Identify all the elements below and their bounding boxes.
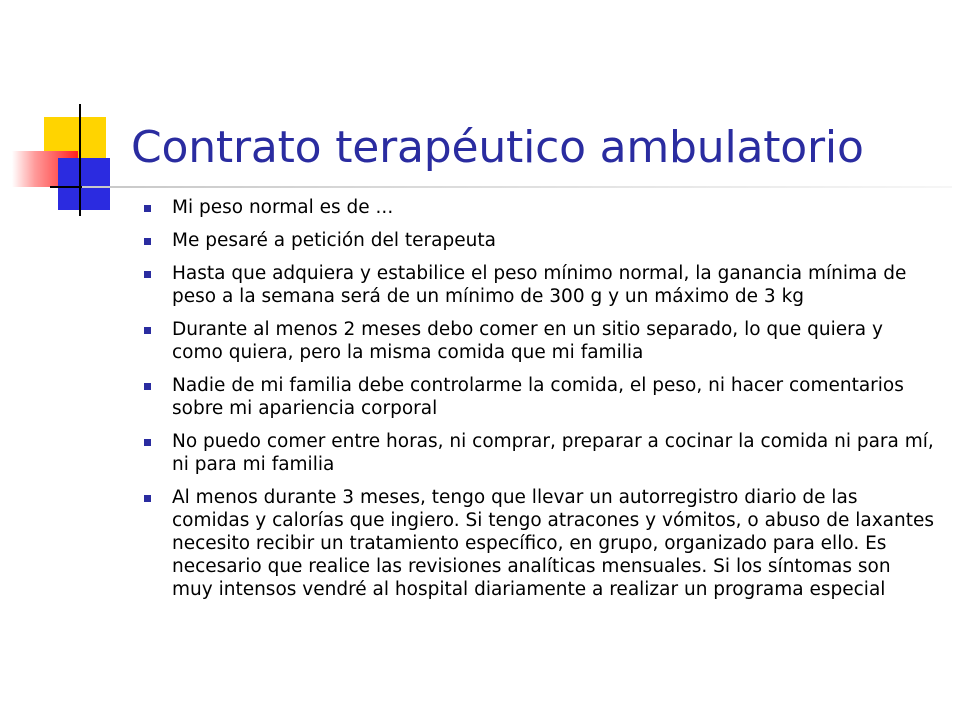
bullet-text: Al menos durante 3 meses, tengo que llevar un autorregistro diario de las comidas y calorías que ingiero. Si tengo atracones y vómitos, o abuso de laxantes necesito recibir un tratamiento específico, en grupo, organizado para ello. Es necesario que realice las revisiones analíticas mensuales. Si los síntomas son muy intensos vendré al hospital diariamente a realizar un programa especial: [172, 487, 935, 600]
bullet-item: [144, 486, 934, 601]
bullet-text: Hasta que adquiera y estabilice el peso mínimo normal, la ganancia mínima de peso a la semana será de un mínimo de 300 g y un máximo de 3 kg: [172, 263, 907, 307]
bullet-item: [144, 196, 934, 219]
bullet-item: [144, 374, 934, 420]
bullet-text: Me pesaré a petición del terapeuta: [172, 230, 496, 251]
bullet-square-icon: [144, 271, 151, 278]
slide-title: Contrato terapéutico ambulatorio: [131, 122, 864, 173]
bullet-square-icon: [144, 439, 151, 446]
bullet-item: [144, 318, 934, 364]
bullet-square-icon: [144, 383, 151, 390]
bullet-list: [144, 196, 934, 611]
bullet-square-icon: [144, 205, 151, 212]
bullet-text: Mi peso normal es de ...: [172, 197, 394, 218]
blue-square-icon: [58, 158, 110, 210]
title-rule: [82, 186, 952, 188]
bullet-square-icon: [144, 495, 151, 502]
bullet-text: No puedo comer entre horas, ni comprar, preparar a cocinar la comida ni para mí, ni para mi familia: [172, 431, 934, 475]
bullet-item: [144, 229, 934, 252]
bullet-text: Durante al menos 2 meses debo comer en un sitio separado, lo que quiera y como quiera, pero la misma comida que mi familia: [172, 319, 883, 363]
bullet-item: [144, 430, 934, 476]
corner-logo-icon: [0, 0, 130, 230]
bullet-square-icon: [144, 238, 151, 245]
bullet-square-icon: [144, 327, 151, 334]
bullet-text: Nadie de mi familia debe controlarme la comida, el peso, ni hacer comentarios sobre mi apariencia corporal: [172, 375, 904, 419]
vertical-line: [79, 104, 81, 216]
bullet-item: [144, 262, 934, 308]
